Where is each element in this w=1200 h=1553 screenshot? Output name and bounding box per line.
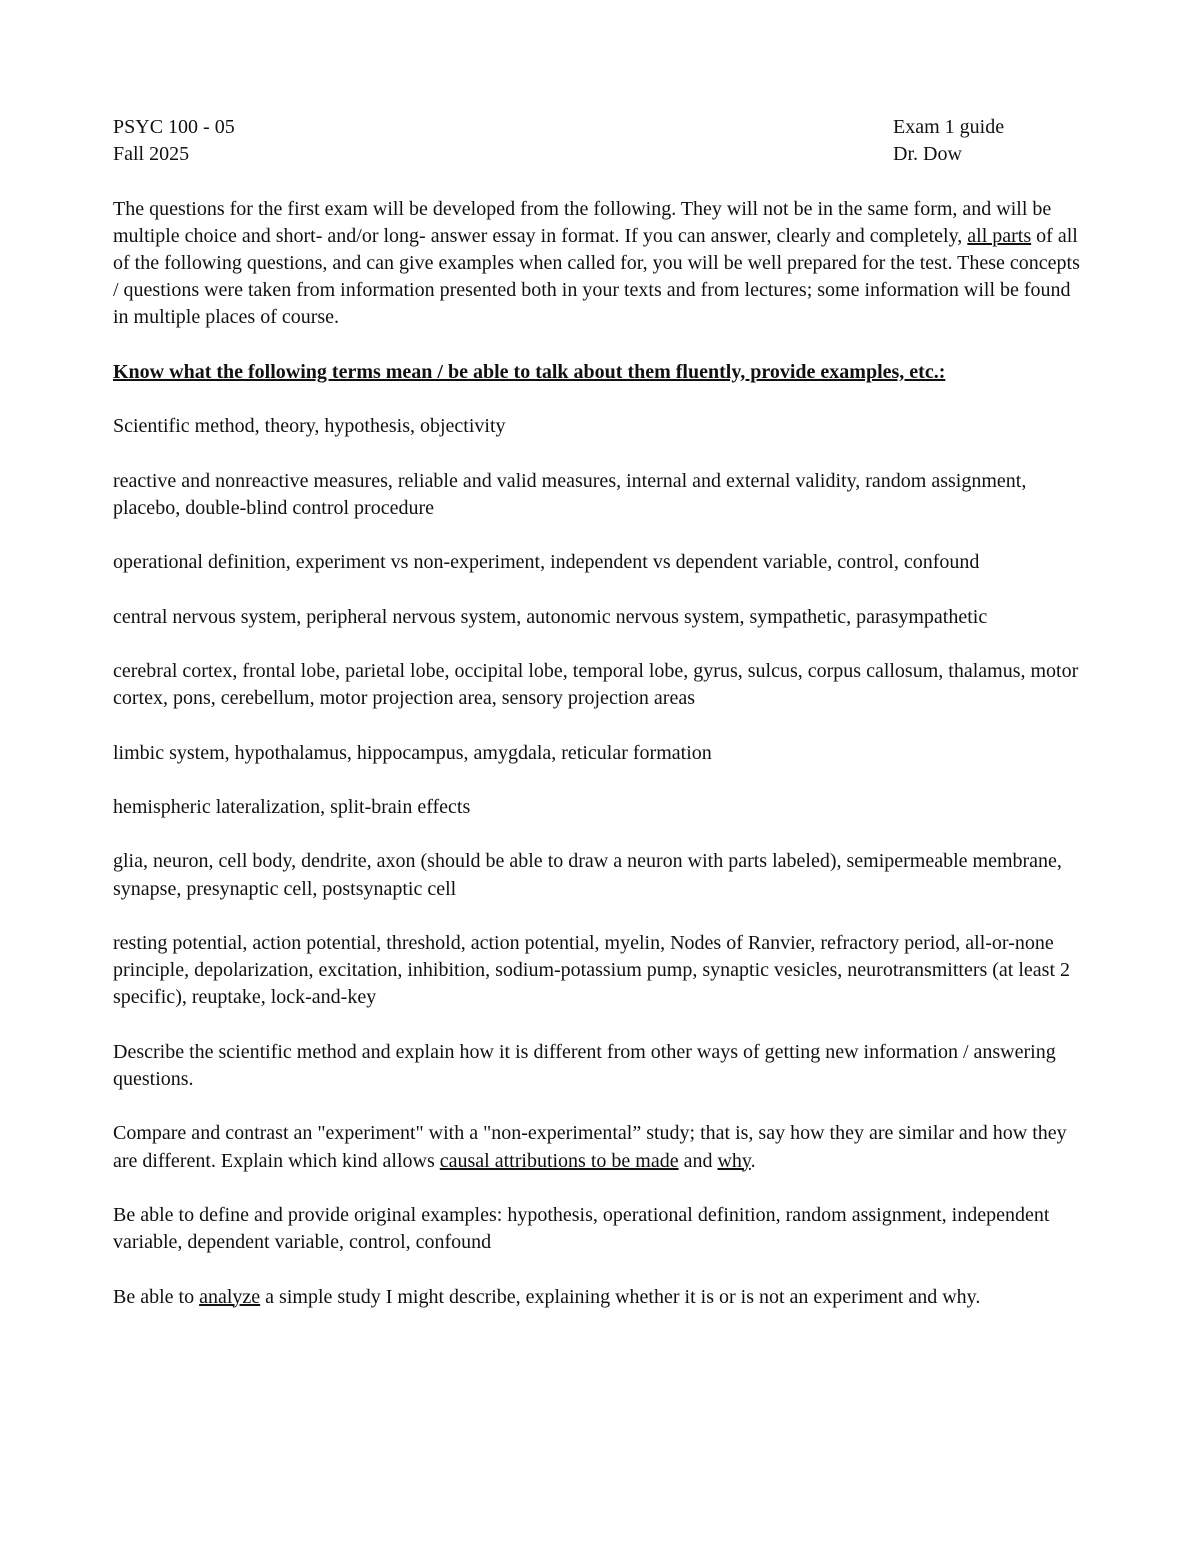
- intro-text-cont: of all of the following questions, and can give examples when called for, you will be well prepared for the test. These concepts / questions were taken from information presented both in your texts and from lectures; some information will be found in multiple places of course.: [113, 224, 1080, 329]
- course-code: PSYC 100 - 05: [113, 116, 235, 138]
- q2-text: Compare and contrast an "experiment" with a "non-experimental” study; that is, say how they are similar and how they are different. Explain which kind allows: [113, 1122, 1067, 1172]
- intro-paragraph: [113, 196, 1088, 332]
- document-title: Exam 1 guide: [893, 116, 1005, 138]
- question-2: [113, 1120, 1088, 1174]
- intro-emphasis: all parts: [967, 224, 1032, 247]
- question-3: Be able to define and provide original examples: hypothesis, operational definition, random assignment, independent variable, dependent variable, control, confound: [113, 1203, 1050, 1254]
- q4-emphasis: analyze: [199, 1285, 261, 1308]
- terms-heading: Know what the following terms mean / be able to talk about them fluently, provide examples, etc.:: [113, 360, 946, 383]
- header-row-1: [113, 114, 1088, 141]
- q2-emphasis-1: causal attributions to be made: [439, 1149, 679, 1172]
- terms-item: cerebral cortex, frontal lobe, parietal lobe, occipital lobe, temporal lobe, gyrus, sulcus, corpus callosum, thalamus, motor cortex, pons, cerebellum, motor projection area, sensory projection areas: [113, 659, 1079, 710]
- document-page: [113, 114, 1088, 1338]
- instructor: Dr. Dow: [893, 143, 962, 166]
- header-row-2: [113, 141, 1088, 168]
- question-1: Describe the scientific method and explain how it is different from other ways of getting new information / answering questions.: [113, 1040, 1056, 1090]
- terms-item: resting potential, action potential, threshold, action potential, myelin, Nodes of Ranvier, refractory period, all-or-none principle, depolarization, excitation, inhibition, sodium-potassium pump, synaptic vesicles, neurotransmitters (at least 2 specific), reuptake, lock-and-key: [113, 931, 1071, 1009]
- q2-text-2: and: [678, 1149, 718, 1172]
- terms-item: operational definition, experiment vs non-experiment, independent vs dependent variable, control, confound: [113, 551, 980, 574]
- q4-text-2: a simple study I might describe, explaining whether it is or is not an experiment and why.: [260, 1285, 981, 1308]
- q2-emphasis-2: why: [717, 1149, 751, 1172]
- terms-item: limbic system, hypothalamus, hippocampus, amygdala, reticular formation: [113, 741, 712, 764]
- term: Fall 2025: [113, 143, 190, 166]
- question-4: [113, 1284, 1088, 1311]
- q2-text-3: .: [750, 1149, 756, 1172]
- terms-item: central nervous system, peripheral nervous system, autonomic nervous system, sympathetic, parasympathetic: [113, 605, 988, 628]
- terms-item: Scientific method, theory, hypothesis, objectivity: [113, 415, 506, 438]
- q4-text: Be able to: [113, 1285, 200, 1308]
- terms-item: hemispheric lateralization, split-brain effects: [113, 795, 471, 818]
- intro-text: The questions for the first exam will be developed from the following. They will not be in the same form, and will be multiple choice and short- and/or long- answer essay in format. If you can answer, clearly and completely,: [113, 197, 1052, 247]
- terms-item: reactive and nonreactive measures, reliable and valid measures, internal and external validity, random assignment, placebo, double-blind control procedure: [113, 469, 1027, 519]
- terms-item: glia, neuron, cell body, dendrite, axon (should be able to draw a neuron with parts labeled), semipermeable membrane, synapse, presynaptic cell, postsynaptic cell: [113, 850, 1062, 900]
